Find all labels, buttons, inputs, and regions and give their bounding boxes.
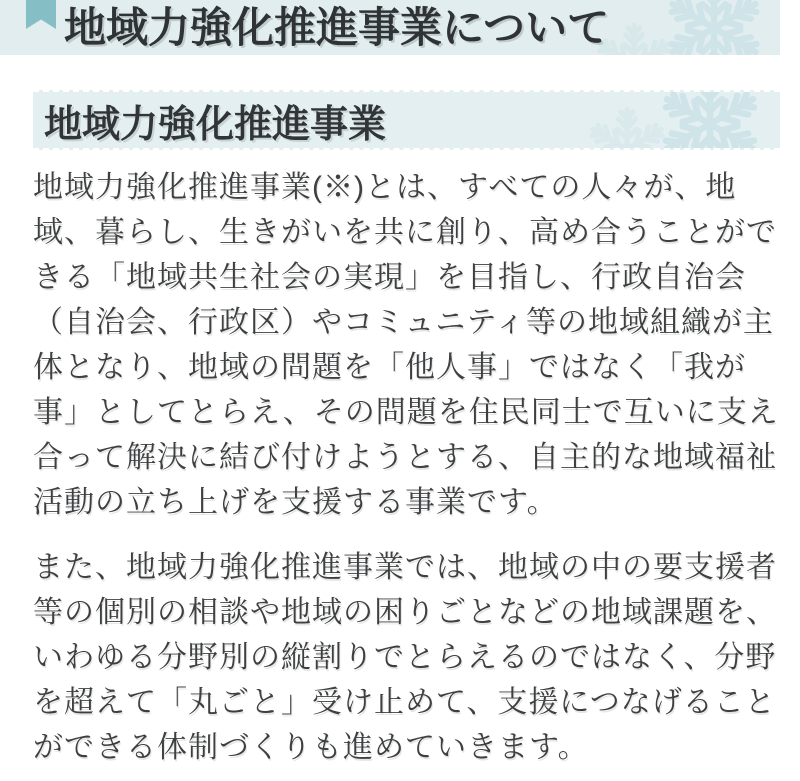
text-line: 体となり、地域の問題を「他人事」ではなく「我が xyxy=(33,351,746,384)
text-line: また、地域力強化推進事業では、地域の中の要支援者 xyxy=(33,551,777,584)
bookmark-ribbon-icon xyxy=(26,0,56,29)
text-line: 地域力強化推進事業(※)とは、すべての人々が、地 xyxy=(33,171,737,204)
article-body xyxy=(33,165,787,770)
text-line: きる「地域共生社会の実現」を目指し、行政自治会 xyxy=(33,261,746,294)
snowflake-icon xyxy=(662,0,766,55)
text-line: を超えて「丸ごと」受け止めて、支援につなげること xyxy=(33,686,776,719)
text-line: 等の個別の相談や地域の困りごとなどの地域課題を、 xyxy=(33,596,777,629)
text-line: （自治会、行政区）やコミュニティ等の地域組織が主 xyxy=(33,306,774,339)
paragraph-about-project xyxy=(33,165,787,525)
text-line: いわゆる分野別の縦割りでとらえるのではなく、分野 xyxy=(33,641,777,674)
section-heading-band xyxy=(33,90,780,150)
page-title: 地域力強化推進事業について xyxy=(64,4,610,51)
snowflake-icon xyxy=(656,90,764,150)
text-line: 活動の立ち上げを支援する事業です。 xyxy=(33,486,558,519)
text-line: 域、暮らし、生きがいを共に創り、高め合うことがで xyxy=(33,216,777,249)
text-line: 事」としてとらえ、その問題を住民同士で互いに支え xyxy=(33,396,779,429)
page-title-band xyxy=(0,0,780,55)
section-heading: 地域力強化推進事業 xyxy=(44,103,387,146)
text-line: 合って解決に結び付けようとする、自主的な地域福祉 xyxy=(33,441,777,474)
paragraph-support-system xyxy=(33,545,787,770)
text-line: ができる体制づくりも進めていきます。 xyxy=(33,731,589,764)
snowflake-icon xyxy=(584,106,670,150)
